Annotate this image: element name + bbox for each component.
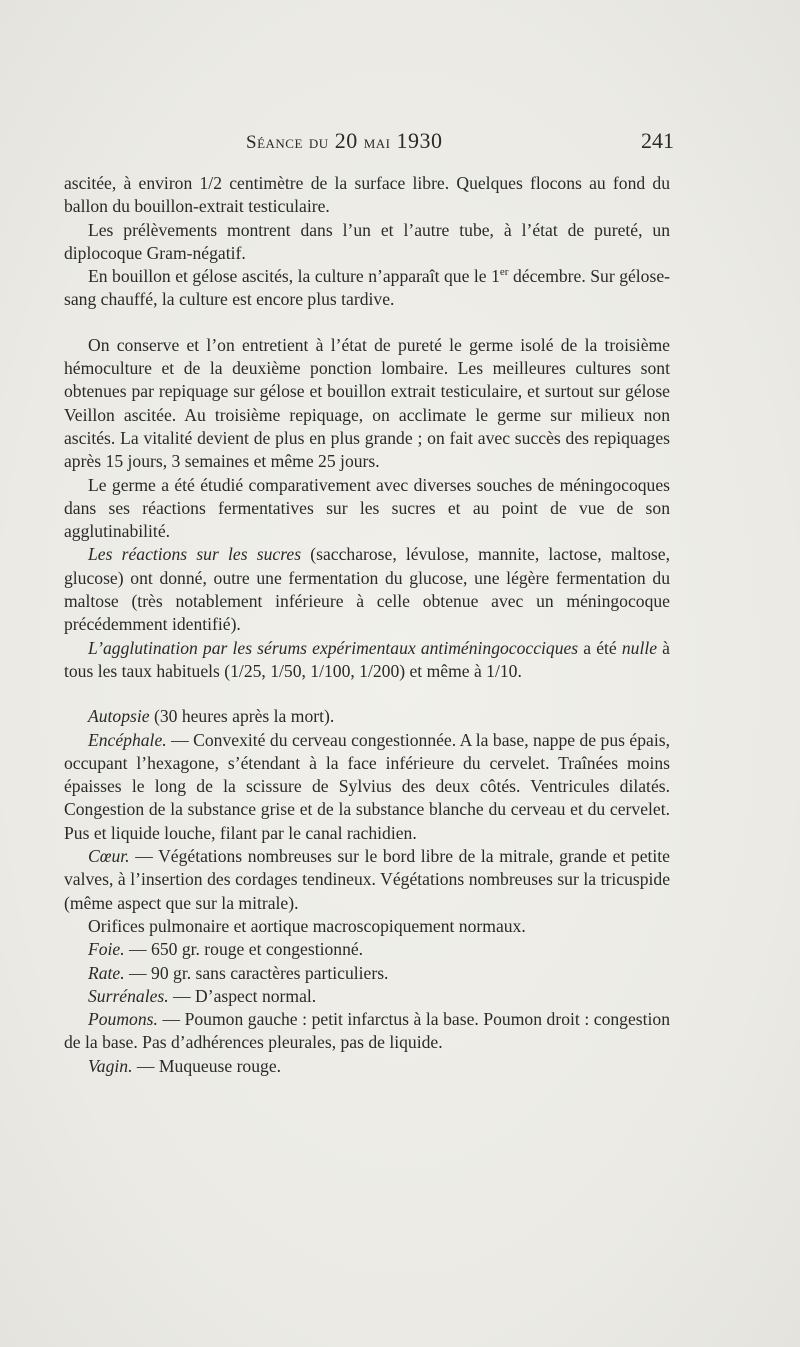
poumons-label: Poumons.: [88, 1009, 158, 1030]
running-head-du: du: [308, 132, 329, 153]
paragraph-14-text: — D’aspect normal.: [168, 985, 317, 1006]
paragraph-16: [64, 1055, 670, 1078]
running-head-year: 1930: [396, 128, 443, 153]
paragraph-6: [64, 543, 670, 636]
paragraph-2: [64, 219, 670, 266]
paragraph-10: [64, 845, 670, 915]
paragraph-7-italic-b: nulle: [621, 637, 658, 658]
paragraph-4: [64, 334, 670, 474]
paragraph-11: [64, 915, 670, 938]
paragraph-10-text: — Végétations nombreuses sur le bord libre de la mitrale, grande et petite valves, à l’insertion des cordages tendineux. Végétations nombreuses sur la tricuspide (même aspect que sur la mitrale).: [64, 846, 670, 913]
running-head-month: mai: [363, 132, 391, 153]
paragraph-1: [64, 172, 670, 219]
body-text: [64, 172, 670, 1078]
encephale-label: Encéphale.: [88, 729, 167, 750]
paragraph-12-text: — 650 gr. rouge et congestionné.: [124, 939, 364, 960]
surrenales-label: Surrénales.: [88, 985, 169, 1006]
paragraph-8: [64, 705, 670, 728]
foie-label: Foie.: [88, 939, 125, 960]
paragraph-7-text-a: a été: [578, 637, 622, 658]
page-number: 241: [641, 128, 674, 153]
paragraph-9: [64, 729, 670, 845]
paragraph-9-text: — Convexité du cerveau congestionnée. A la base, nappe de pus épais, occupant l’hexagone, s’étendant à la face inférieure du cervelet. Traînées moins épaisses le long de la scissure de Sylvius des deux côtés. Ventricules dilatés. Congestion de la substance grise et de la substance blanche du cerveau et du cervelet. Pus et liquide louche, filant par le canal rachidien.: [64, 729, 670, 843]
autopsie-label: Autopsie: [88, 706, 150, 727]
paragraph-11-text: Orifices pulmonaire et aortique macroscopiquement normaux.: [88, 915, 526, 936]
coeur-label: Cœur.: [88, 846, 130, 867]
running-head: [246, 128, 442, 154]
paragraph-14: [64, 985, 670, 1008]
page-header: [64, 128, 674, 158]
paragraph-5-text: Le germe a été étudié comparativement avec diverses souches de méningocoques dans ses réactions fermentatives sur les sucres et au point de vue de son agglutinabilité.: [64, 474, 670, 542]
paragraph-15: [64, 1008, 670, 1055]
paragraph-gap: [64, 312, 670, 334]
paragraph-7: [64, 637, 670, 684]
paragraph-3-after: décembre. Sur gélose-sang chauffé, la culture est encore plus tardive.: [64, 266, 670, 310]
paragraph-7-text-b: à tous les taux habituels (1/25, 1/50, 1/100, 1/200) et même à 1/10.: [64, 637, 670, 681]
paragraph-7-italic: L’agglutination par les sérums expérimentaux antiméningococciques: [88, 637, 579, 658]
paragraph-15-text: — Poumon gauche : petit infarctus à la base. Poumon droit : congestion de la base. Pas d’adhérences pleurales, pas de liquide.: [64, 1009, 670, 1053]
paragraph-2-text: Les prélèvements montrent dans l’un et l’autre tube, à l’état de pureté, un diplocoque Gram-négatif.: [64, 219, 670, 263]
paragraph-6-italic: Les réactions sur les sucres: [88, 544, 302, 565]
paragraph-12: [64, 938, 670, 961]
paragraph-4-text: On conserve et l’on entretient à l’état de pureté le germe isolé de la troisième hémoculture et de la deuxième ponction lombaire. Les meilleures cultures sont obtenues par repiquage sur gélose et bouillon extrait testiculaire, et surtout sur gélose Veillon ascitée. Au troisième repiquage, on acclimate le germe sur milieux non ascités. La vitalité devient de plus en plus grande ; on fait avec succès des repiquages après 15 jours, 3 semaines et même 25 jours.: [64, 334, 670, 472]
paragraph-3-before: En bouillon et gélose ascités, la culture n’apparaît que le 1: [88, 266, 500, 287]
vagin-label: Vagin.: [88, 1055, 133, 1076]
paragraph-1-text: ascitée, à environ 1/2 centimètre de la surface libre. Quelques flocons au fond du ballon du bouillon-extrait testiculaire.: [64, 173, 670, 217]
paragraph-3: [64, 265, 670, 312]
paragraph-8-text: (30 heures après la mort).: [149, 706, 335, 727]
running-head-day: 20: [334, 128, 358, 153]
paragraph-13-text: — 90 gr. sans caractères particuliers.: [124, 962, 389, 983]
paragraph-16-text: — Muqueuse rouge.: [132, 1055, 282, 1076]
paragraph-6-text: (saccharose, lévulose, mannite, lactose, maltose, glucose) ont donné, outre une fermentation du glucose, une légère fermentation du maltose (très notablement inférieure à celle obtenue avec un méningocoque précédemment identifié).: [64, 544, 670, 635]
paragraph-3-sup: er: [499, 266, 509, 279]
running-head-seance: Séance: [246, 132, 303, 153]
paragraph-gap: [64, 683, 670, 705]
paragraph-5: [64, 474, 670, 544]
rate-label: Rate.: [88, 962, 125, 983]
paragraph-13: [64, 962, 670, 985]
